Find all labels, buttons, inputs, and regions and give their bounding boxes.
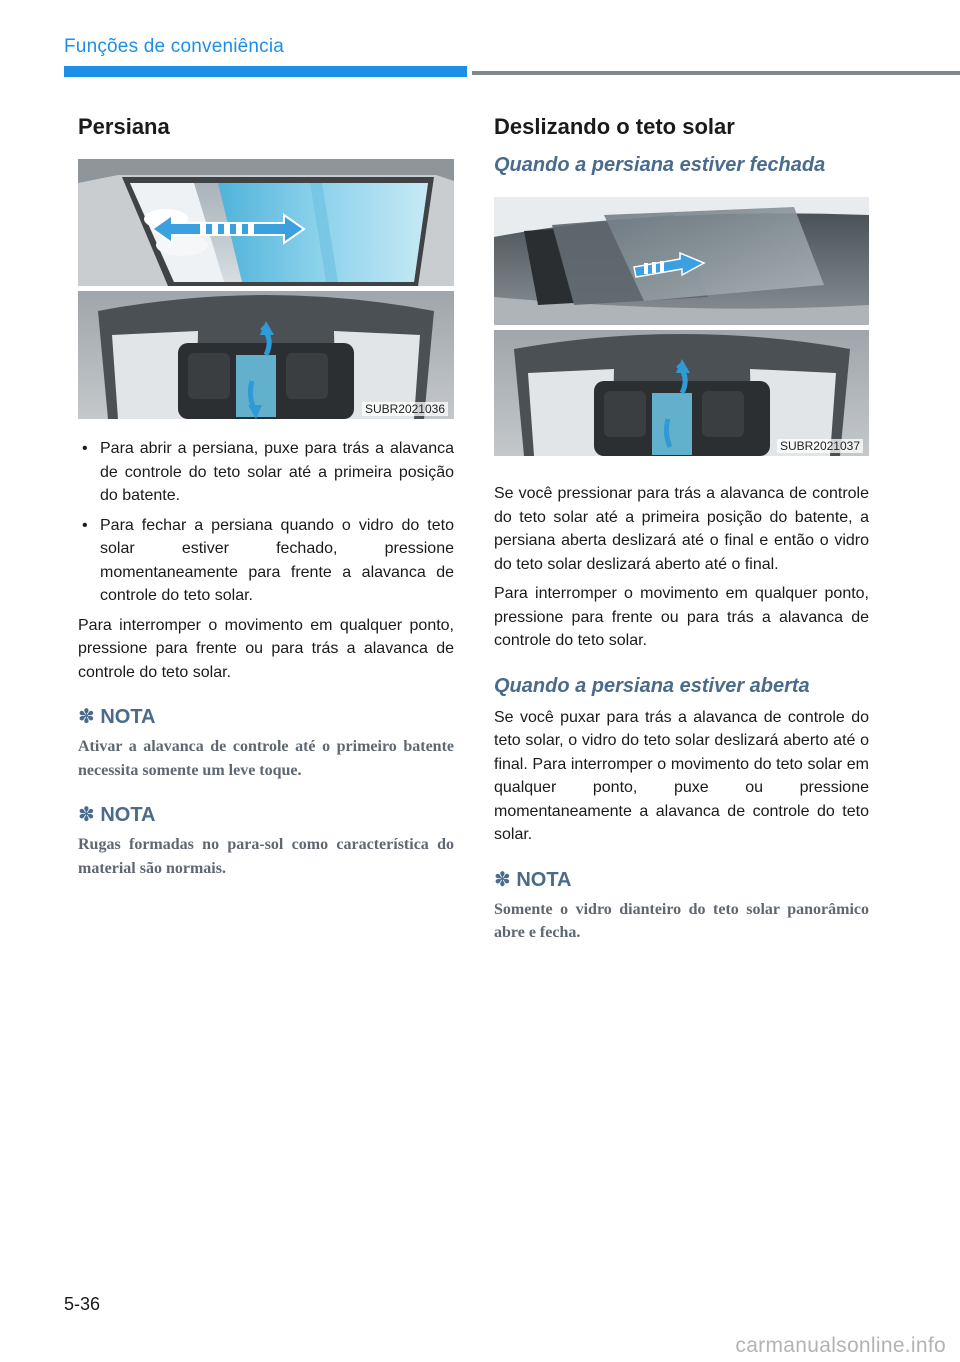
subtitle-persiana-fechada: Quando a persiana estiver fechada [494,154,826,176]
paragraph-stop-movement: Para interromper o movimento em qualquer ponto, pressione para frente ou para trás a alavanca de controle do teto solar. [78,616,454,681]
list-item [78,437,454,508]
list-item [78,514,454,608]
figure-code: SUBR2021037 [777,439,863,453]
note-title: ✽ NOTA [78,706,156,728]
section-title-persiana: Persiana [78,114,170,139]
header-rule-blue [64,66,467,77]
left-column [78,110,454,880]
note-title: ✽ NOTA [494,868,572,891]
list-item-text: Para abrir a persiana, puxe para trás a alavanca de controle do teto solar até a primeira posição do batente. [100,440,454,504]
paragraph-press-back: Se você pressionar para trás a alavanca de controle do teto solar até a primeira posição do batente, a persiana aberta deslizará até o final e então o vidro do teto solar deslizará aberto até o final. [494,485,869,573]
note-text: Rugas formadas no para-sol como característica do material são normais. [78,836,454,877]
list-item-text: Para fechar a persiana quando o vidro do teto solar estiver fechado, pressione momentaneamente para frente a alavanca de controle do teto solar. [100,516,454,604]
header-rule-gray [472,71,960,75]
note-text: Ativar a alavanca de controle até o primeiro batente necessita somente um leve toque. [78,738,454,779]
page-number: 5-36 [64,1294,101,1314]
sunshade-illustration [78,159,454,419]
paragraph-pull-back: Se você puxar para trás a alavanca de controle do teto solar, o vidro do teto solar deslizará aberto até o final. Para interromper o movimento do teto solar em qualquer ponto, puxe ou pressione momentaneamente a alavanca de controle do teto solar. [494,708,869,843]
bullet-icon: • [82,440,88,457]
section-title-deslizando: Deslizando o teto solar [494,114,735,139]
note-title: ✽ NOTA [78,804,156,826]
note-text: Somente o vidro dianteiro do teto solar panorâmico abre e fecha. [494,900,869,941]
right-column [494,110,869,945]
subtitle-persiana-aberta: Quando a persiana estiver aberta [494,674,810,697]
paragraph-stop-movement: Para interromper o movimento em qualquer ponto, pressione para frente ou para trás a alavanca de controle do teto solar. [494,585,869,649]
figure-sunroof-slide [494,197,869,456]
bullet-icon: • [82,516,88,534]
sunroof-illustration [494,197,869,456]
figure-code: SUBR2021036 [362,402,448,416]
instructions-list [78,437,454,608]
chapter-title: Funções de conveniência [64,36,285,57]
watermark: carmanualsonline.info [735,1334,946,1357]
figure-sunshade [78,159,454,419]
